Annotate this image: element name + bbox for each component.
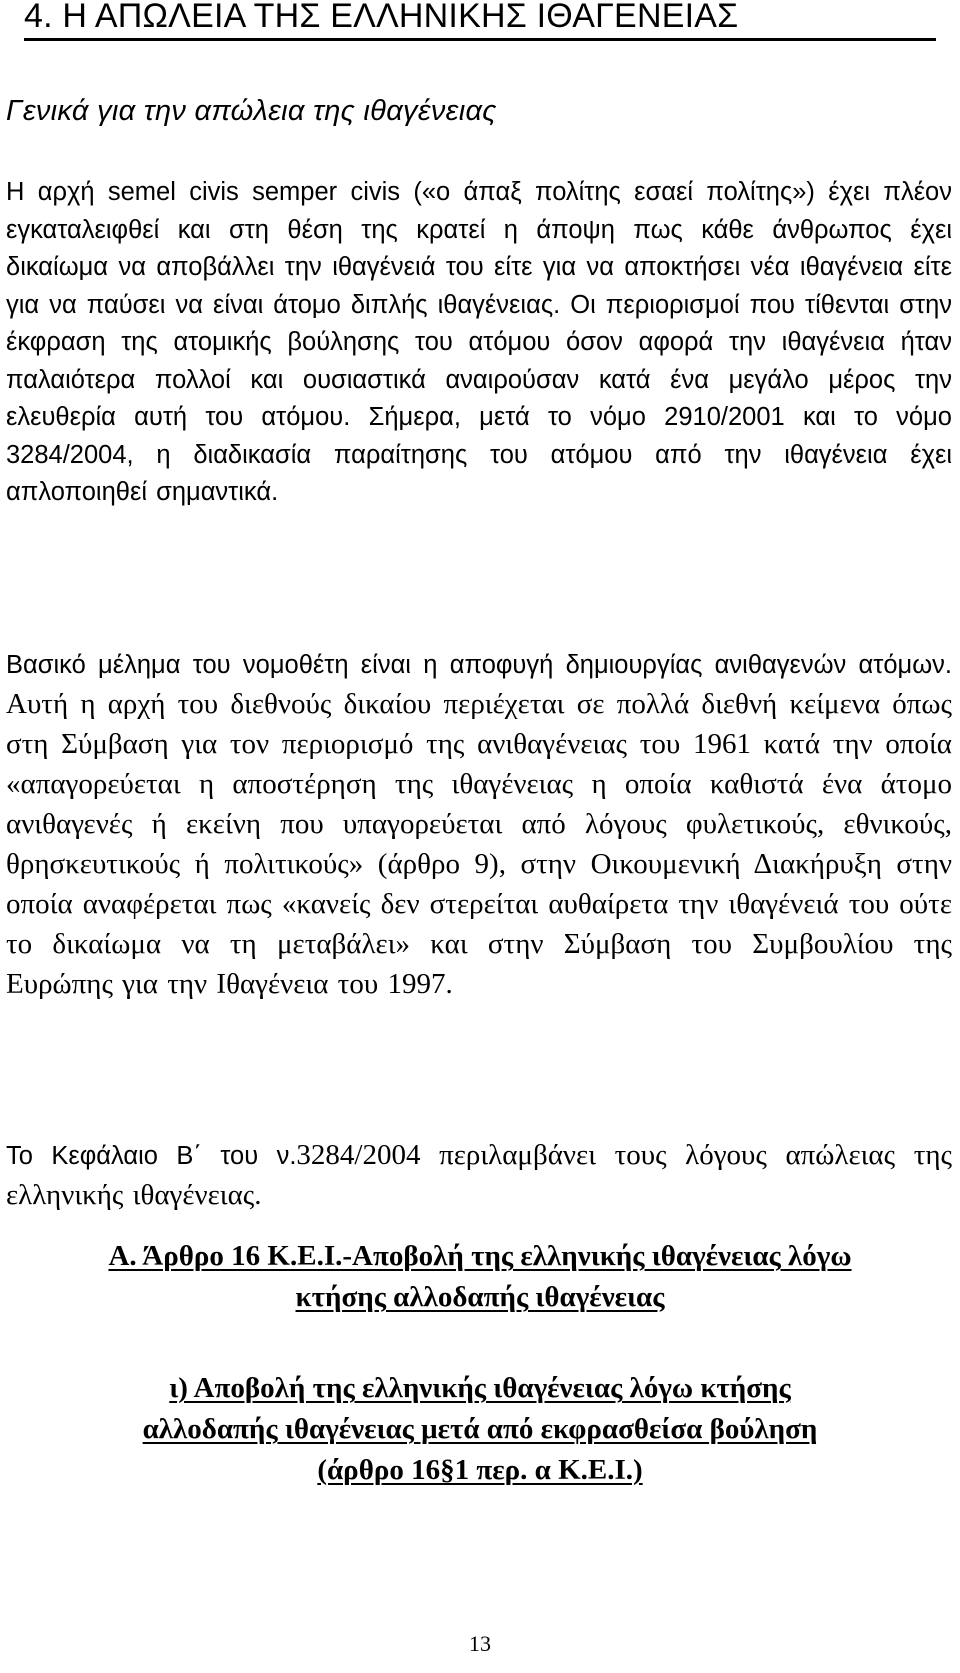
paragraph-chapter-b-body: 3284/2004 περιλαμβάνει τους λόγους απώλειας της ελληνικής ιθαγένειας. [6,1139,953,1211]
subheading: Γενικά για την απώλεια της ιθαγένειας [6,95,497,127]
paragraph-statelessness-lead: Βασικό μέλημα του νομοθέτη είναι η αποφυγή δημιουργίας ανιθαγενών ατόμων. [6,651,952,679]
page-number: 13 [469,1631,491,1656]
paragraph-chapter-b-lead: Το Κεφάλαιο Β΄ του ν. [6,1142,297,1170]
section-a-title [0,1236,960,1318]
paragraph-statelessness [6,646,952,1005]
paragraph-statelessness-body: Αυτή η αρχή του διεθνούς δικαίου περιέχεται σε πολλά διεθνή κείμενα όπως στη Σύμβαση για τον περιορισμό της ανιθαγένειας του 1961 κατά την οποία «απαγορεύεται η αποστέρηση της ιθαγένειας η οποία καθιστά ένα άτομο ανιθαγενές ή εκείνη που υπαγορεύεται από λόγους φυλετικούς, εθνικούς, θρησκευτικούς ή πολιτικούς» (άρθρο 9), στην Οικουμενική Διακήρυξη στην οποία αναφέρεται πως «κανείς δεν στερείται αυθαίρετα την ιθαγένειά του ούτε το δικαίωμα να τη μεταβάλει» και στην Σύμβαση του Συμβουλίου της Ευρώπης για την Ιθαγένεια του 1997. [6,688,952,1000]
section-i-line-1: ι) Αποβολή της ελληνικής ιθαγένειας λόγω κτήσης [169,1372,791,1404]
section-i-line-3: (άρθρο 16§1 περ. α Κ.Ε.Ι.) [317,1454,643,1486]
paragraph-chapter-b [6,1136,952,1216]
section-i-line-2: αλλοδαπής ιθαγένειας μετά από εκφρασθείσα βούληση [142,1413,818,1445]
section-a-line-1: Α. Άρθρο 16 Κ.Ε.Ι.-Αποβολή της ελληνικής ιθαγένειας λόγω [108,1240,852,1272]
section-heading: 4. Η ΑΠΩΛΕΙΑ ΤΗΣ ΕΛΛΗΝΙΚΗΣ ΙΘΑΓΕΝΕΙΑΣ [24,0,936,41]
paragraph-principle: Η αρχή semel civis semper civis («ο άπαξ πολίτης εσαεί πολίτης») έχει πλέον εγκαταλειφθεί και στη θέση της κρατεί η άποψη πως κάθε άνθρωπος έχει δικαίωμα να αποβάλλει την ιθαγένειά του είτε για να αποκτήσει νέα ιθαγένεια είτε για να παύσει να είναι άτομο διπλής ιθαγένειας. Οι περιορισμοί που τίθενται στην έκφραση της ατομικής βούλησης του ατόμου όσον αφορά την ιθαγένεια ήταν παλαιότερα πολλοί και ουσιαστικά αναιρούσαν κατά ένα μεγάλο μέρος την ελευθερία αυτή του ατόμου. Σήμερα, μετά το νόμο 2910/2001 και το νόμο 3284/2004, η διαδικασία παραίτησης του ατόμου από την ιθαγένεια έχει απλοποιηθεί σημαντικά. [6,178,952,506]
section-i-title [0,1368,960,1491]
section-a-line-2: κτήσης αλλοδαπής ιθαγένειας [295,1281,665,1313]
